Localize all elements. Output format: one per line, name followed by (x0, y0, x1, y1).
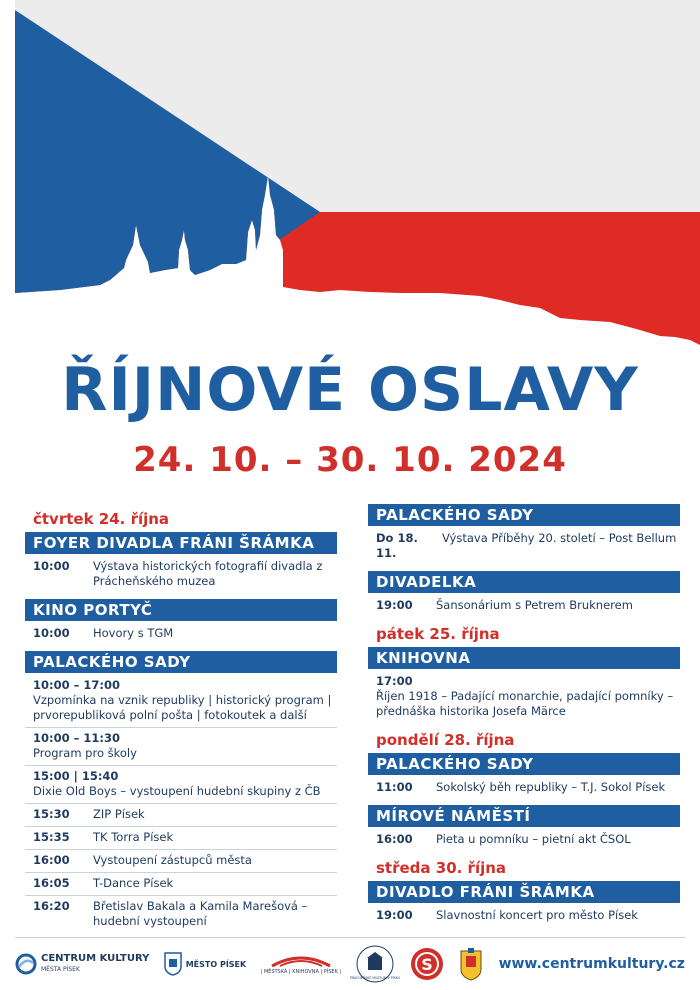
event-time: 19:00 (376, 598, 413, 612)
venue-header: PALACKÉHO SADY (25, 651, 337, 673)
event-description: Pieta u pomníku – pietní akt ČSOL (436, 832, 631, 846)
event-description: Dixie Old Boys – vystoupení hudební skupiny z ČB (33, 784, 321, 798)
event-time: 16:00 (376, 832, 413, 846)
ck-name: CENTRUM KULTURY (41, 953, 150, 964)
event-row (368, 528, 680, 565)
legion-crest-icon (458, 947, 484, 981)
venue-header: DIVADELKA (368, 571, 680, 593)
event-row (25, 850, 337, 873)
library-swoosh-icon (270, 954, 332, 968)
event-row (368, 671, 680, 723)
svg-text:S: S (421, 955, 433, 974)
venue-header: FOYER DIVADLA FRÁNI ŠRÁMKA (25, 532, 337, 554)
event-description: Sokolský běh republiky – T.J. Sokol Písek (436, 780, 666, 794)
event-time: 15:30 (33, 807, 70, 821)
event-description: Říjen 1918 – Padající monarchie, padající pomníky – přednáška historika Josefa Märce (376, 689, 674, 718)
event-description: Výstava historických fotografií divadla z Prácheňského muzea (93, 559, 323, 588)
event-row (368, 595, 680, 617)
day-heading: pátek 25. října (376, 625, 500, 643)
event-time: 10:00 – 17:00 (33, 678, 120, 692)
event-time: 19:00 (376, 908, 413, 922)
event-row (368, 829, 680, 851)
right-column (368, 504, 680, 927)
museum-seal-text: PRÁCHEŇSKÉ MUZEUM V PÍSKU (350, 976, 401, 980)
sokol-logo[interactable] (410, 947, 444, 981)
ck-swirl-icon (15, 953, 37, 975)
event-time: 10:00 (33, 626, 70, 640)
event-row (25, 766, 337, 804)
venue-header: KINO PORTYČ (25, 599, 337, 621)
venue-header: DIVADLO FRÁNI ŠRÁMKA (368, 881, 680, 903)
event-description: T-Dance Písek (93, 876, 174, 890)
city-crest-icon (164, 952, 182, 976)
venue-header: MÍROVÉ NÁMĚSTÍ (368, 805, 680, 827)
footer-divider (15, 937, 685, 938)
museum-seal-icon (350, 944, 401, 984)
legion-logo[interactable] (458, 947, 484, 981)
event-description: Vzpomínka na vznik republiky | historický program | prvorepubliková polní pošta | fotokoutek a další (33, 693, 332, 722)
event-description: Vystoupení zástupců města (93, 853, 252, 867)
event-time: 10:00 – 11:30 (33, 731, 120, 745)
event-description: Šansonárium s Petrem Bruknerem (436, 598, 633, 612)
venue-header: KNIHOVNA (368, 647, 680, 669)
event-row (368, 905, 680, 927)
event-row (368, 777, 680, 799)
event-description: TK Torra Písek (93, 830, 174, 844)
czech-flag-skyline (0, 0, 700, 350)
event-description: Břetislav Bakala a Kamila Marešová – hudební vystoupení (93, 899, 308, 928)
event-description: Výstava Příběhy 20. století – Post Bellum (442, 531, 677, 545)
event-row (25, 827, 337, 850)
event-title: ŘÍJNOVÉ OSLAVY (61, 355, 639, 425)
sokol-emblem-icon (410, 947, 444, 981)
city-logo[interactable] (164, 952, 247, 976)
event-description: Program pro školy (33, 746, 137, 760)
website-link[interactable]: www.centrumkultury.cz (498, 956, 685, 972)
event-time: 16:00 (33, 853, 70, 867)
event-row (25, 556, 337, 593)
library-name: | MĚSTSKÁ | KNIHOVNA | PÍSEK | (260, 968, 342, 975)
event-row (25, 873, 337, 896)
event-time: Do 18. 11. (376, 531, 418, 560)
left-column (25, 508, 337, 933)
event-description: Hovory s TGM (93, 626, 174, 640)
event-time: 11:00 (376, 780, 413, 794)
event-dates: 24. 10. – 30. 10. 2024 (133, 440, 567, 480)
event-row (25, 728, 337, 766)
library-logo[interactable] (261, 954, 342, 975)
event-time: 16:05 (33, 876, 70, 890)
event-time: 17:00 (376, 674, 413, 688)
event-description: Slavnostní koncert pro město Písek (436, 908, 638, 922)
venue-header: PALACKÉHO SADY (368, 753, 680, 775)
footer (15, 942, 685, 986)
museum-logo[interactable] (350, 944, 401, 984)
event-time: 10:00 (33, 559, 70, 573)
day-heading: středa 30. října (376, 859, 507, 877)
event-row (25, 623, 337, 645)
day-heading: pondělí 28. října (376, 731, 515, 749)
venue-header: PALACKÉHO SADY (368, 504, 680, 526)
event-description: ZIP Písek (93, 807, 145, 821)
event-row (25, 675, 337, 728)
ck-subtitle: MĚSTA PÍSEK (41, 966, 80, 973)
event-row (25, 896, 337, 933)
event-time: 16:20 (33, 899, 70, 913)
event-time: 15:00 | 15:40 (33, 769, 119, 783)
event-time: 15:35 (33, 830, 70, 844)
city-name: MĚSTO PÍSEK (185, 959, 247, 969)
event-row (25, 804, 337, 827)
centrum-kultury-logo[interactable] (15, 953, 149, 975)
day-heading: čtvrtek 24. října (33, 510, 170, 528)
